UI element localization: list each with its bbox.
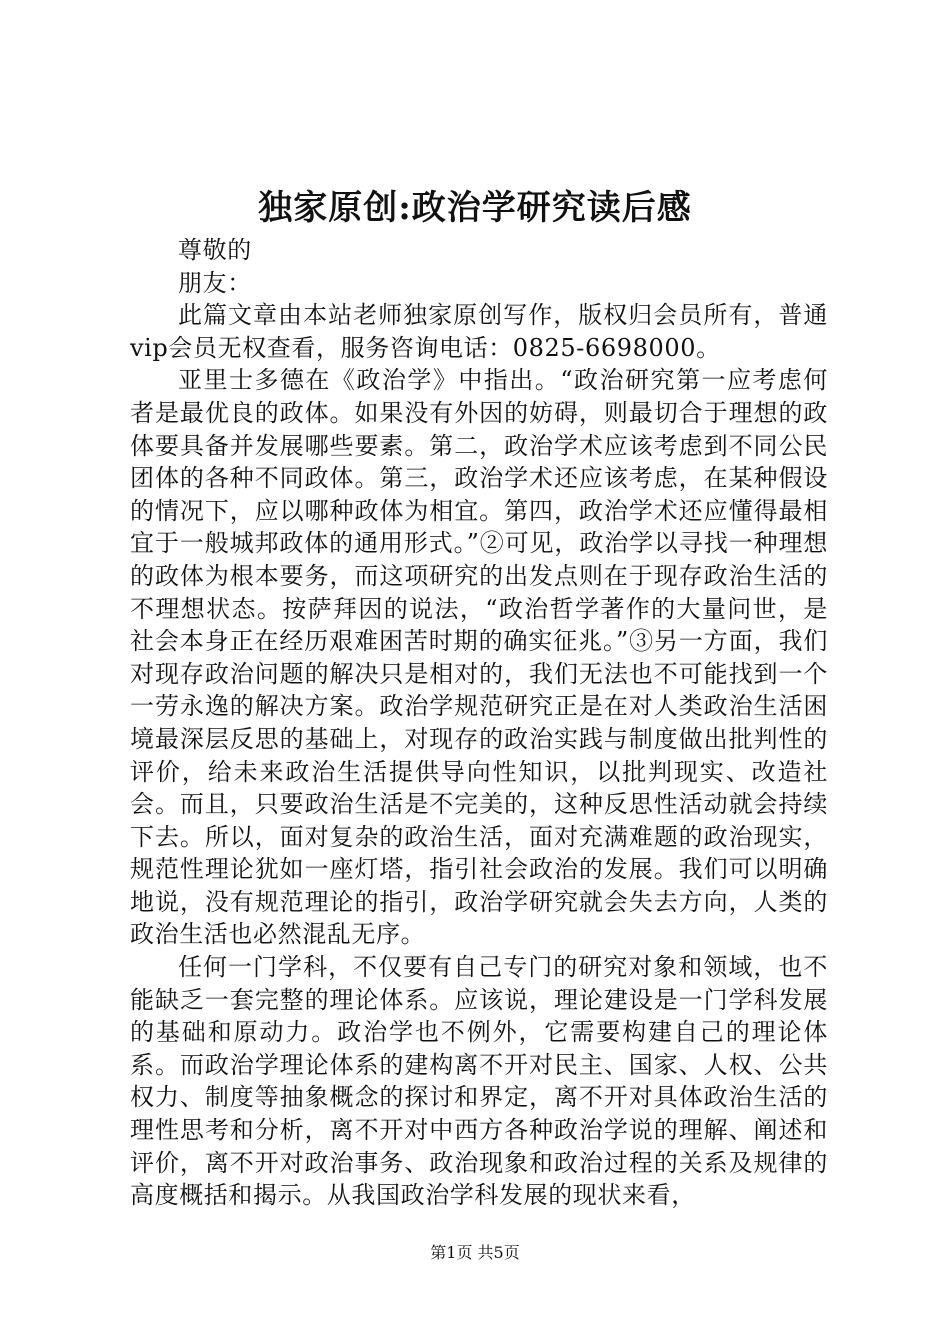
- paragraph-theory: 任何一门学科，不仅要有自己专门的研究对象和领域，也不能缺乏一套完整的理论体系。应该说，理论建设是一门学科发展的基础和原动力。政治学也不例外，它需要构建自己的理论体系。而政治学理论体系的建构离不开对民主、国家、人权、公共权力、制度等抽象概念的探讨和界定，离不开对具体政治生活的理性思考和分析，离不开对中西方各种政治学说的理解、阐述和评价，离不开对政治事务、政治现象和政治过程的关系及规律的高度概括和揭示。从我国政治学科发展的现状来看，: [130, 953, 828, 1210]
- greeting-line-2: 朋友：: [178, 268, 252, 297]
- paragraph-aristotle: 亚里士多德在《政治学》中指出。“政治研究第一应考虑何者是最优良的政体。如果没有外因的妨碍，则最切合于理想的政体要具备并发展哪些要素。第二，政治学术应该考虑到不同公民团体的各种不同政体。第三，政治学术还应该考虑，在某种假设的情况下，应以哪种政体为相宜。第四，政治学术还应懂得最相宜于一般城邦政体的通用形式。”②可见，政治学以寻找一种理想的政体为根本要务，而这项研究的出发点则在于现存政治生活的不理想状态。按萨拜因的说法，“政治哲学著作的大量问世，是社会本身正在经历艰难困苦时期的确实征兆。”③另一方面，我们对现存政治问题的解决只是相对的，我们无法也不可能找到一个一劳永逸的解决方案。政治学规范研究正是在对人类政治生活困境最深层反思的基础上，对现存的政治实践与制度做出批判性的评价，给未来政治生活提供导向性知识，以批判现实、改造社会。而且，只要政治生活是不完美的，这种反思性活动就会持续下去。所以，面对复杂的政治生活，面对充满难题的政治现实，规范性理论犹如一座灯塔，指引社会政治的发展。我们可以明确地说，没有规范理论的指引，政治学研究就会失去方向，人类的政治生活也必然混乱无序。: [130, 366, 828, 949]
- greeting-line-1: 尊敬的: [178, 236, 252, 264]
- document-title: 独家原创:政治学研究读后感: [258, 188, 692, 228]
- page-number: 第1页 共5页: [430, 1243, 520, 1262]
- document-body: [130, 234, 828, 1212]
- paragraph-notice: 此篇文章由本站老师独家原创写作，版权归会员所有，普通vip会员无权查看，服务咨询电话：0825-6698000。: [130, 301, 828, 362]
